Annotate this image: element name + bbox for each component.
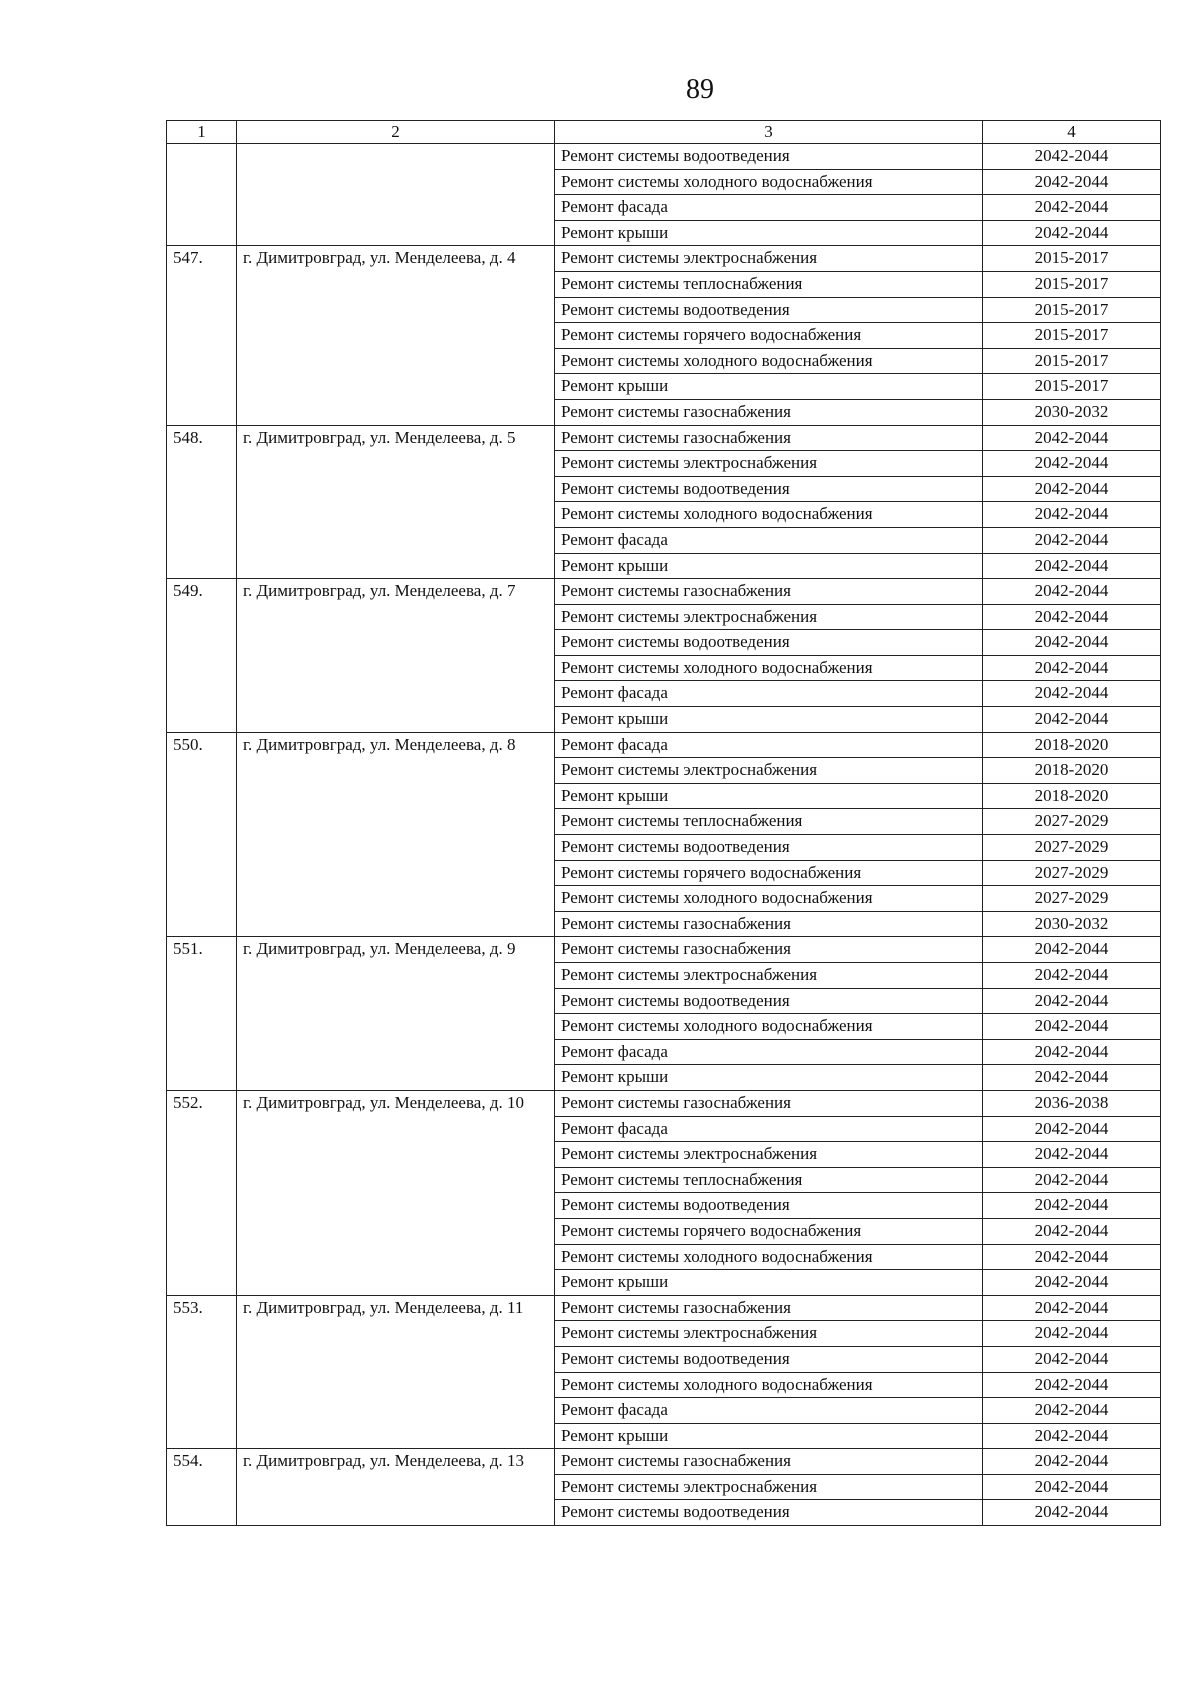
work-period: 2042-2044 [983, 681, 1161, 707]
work-type: Ремонт системы холодного водоснабжения [555, 886, 983, 912]
object-number: 549. [167, 579, 237, 733]
object-number: 547. [167, 246, 237, 425]
work-period: 2042-2044 [983, 988, 1161, 1014]
work-period: 2042-2044 [983, 1218, 1161, 1244]
work-type: Ремонт системы газоснабжения [555, 1090, 983, 1116]
work-period: 2027-2029 [983, 860, 1161, 886]
object-address: г. Димитровград, ул. Менделеева, д. 9 [237, 937, 555, 1091]
work-period: 2042-2044 [983, 1346, 1161, 1372]
work-period: 2015-2017 [983, 246, 1161, 272]
work-period: 2030-2032 [983, 911, 1161, 937]
work-type: Ремонт фасада [555, 681, 983, 707]
work-type: Ремонт системы электроснабжения [555, 963, 983, 989]
work-type: Ремонт крыши [555, 783, 983, 809]
work-period: 2042-2044 [983, 1142, 1161, 1168]
table-row [167, 1295, 1161, 1321]
work-period: 2042-2044 [983, 579, 1161, 605]
work-type: Ремонт крыши [555, 1423, 983, 1449]
table-row [167, 937, 1161, 963]
work-type: Ремонт системы водоотведения [555, 1500, 983, 1526]
work-type: Ремонт системы горячего водоснабжения [555, 1218, 983, 1244]
work-type: Ремонт крыши [555, 553, 983, 579]
table-row [167, 579, 1161, 605]
work-type: Ремонт крыши [555, 707, 983, 733]
header-col-1: 1 [167, 121, 237, 144]
work-period: 2015-2017 [983, 297, 1161, 323]
object-number: 550. [167, 732, 237, 937]
work-type: Ремонт системы электроснабжения [555, 1474, 983, 1500]
work-type: Ремонт системы электроснабжения [555, 246, 983, 272]
table-row [167, 1090, 1161, 1116]
header-col-4: 4 [983, 121, 1161, 144]
work-type: Ремонт системы холодного водоснабжения [555, 1372, 983, 1398]
work-type: Ремонт системы теплоснабжения [555, 271, 983, 297]
header-col-3: 3 [555, 121, 983, 144]
work-type: Ремонт системы водоотведения [555, 988, 983, 1014]
work-period: 2042-2044 [983, 1321, 1161, 1347]
work-type: Ремонт фасада [555, 1039, 983, 1065]
object-number: 551. [167, 937, 237, 1091]
work-period: 2042-2044 [983, 144, 1161, 170]
work-period: 2042-2044 [983, 1398, 1161, 1424]
work-period: 2042-2044 [983, 1270, 1161, 1296]
work-type: Ремонт фасада [555, 527, 983, 553]
work-type: Ремонт системы холодного водоснабжения [555, 169, 983, 195]
header-col-2: 2 [237, 121, 555, 144]
object-number: 548. [167, 425, 237, 579]
object-number: 553. [167, 1295, 237, 1449]
work-period: 2042-2044 [983, 1065, 1161, 1091]
object-number [167, 144, 237, 246]
work-period: 2015-2017 [983, 374, 1161, 400]
work-period: 2036-2038 [983, 1090, 1161, 1116]
work-type: Ремонт крыши [555, 374, 983, 400]
work-type: Ремонт фасада [555, 1116, 983, 1142]
work-period: 2042-2044 [983, 502, 1161, 528]
table-row [167, 144, 1161, 170]
work-type: Ремонт системы газоснабжения [555, 911, 983, 937]
object-address: г. Димитровград, ул. Менделеева, д. 10 [237, 1090, 555, 1295]
work-type: Ремонт фасада [555, 1398, 983, 1424]
work-type: Ремонт системы теплоснабжения [555, 1167, 983, 1193]
work-period: 2042-2044 [983, 1449, 1161, 1475]
work-period: 2042-2044 [983, 169, 1161, 195]
work-period: 2042-2044 [983, 1423, 1161, 1449]
work-period: 2042-2044 [983, 655, 1161, 681]
work-period: 2042-2044 [983, 630, 1161, 656]
work-type: Ремонт системы водоотведения [555, 297, 983, 323]
work-type: Ремонт системы электроснабжения [555, 1321, 983, 1347]
work-period: 2042-2044 [983, 1372, 1161, 1398]
work-period: 2042-2044 [983, 195, 1161, 221]
work-period: 2042-2044 [983, 425, 1161, 451]
work-period: 2018-2020 [983, 783, 1161, 809]
work-type: Ремонт системы холодного водоснабжения [555, 1014, 983, 1040]
table-row [167, 732, 1161, 758]
work-type: Ремонт системы газоснабжения [555, 937, 983, 963]
repair-schedule-table [166, 120, 1161, 1526]
work-type: Ремонт системы холодного водоснабжения [555, 655, 983, 681]
work-type: Ремонт фасада [555, 195, 983, 221]
work-period: 2027-2029 [983, 835, 1161, 861]
object-address: г. Димитровград, ул. Менделеева, д. 7 [237, 579, 555, 733]
work-period: 2042-2044 [983, 451, 1161, 477]
work-period: 2015-2017 [983, 271, 1161, 297]
object-address [237, 144, 555, 246]
work-period: 2018-2020 [983, 732, 1161, 758]
object-address: г. Димитровград, ул. Менделеева, д. 8 [237, 732, 555, 937]
table-body [167, 144, 1161, 1526]
work-period: 2027-2029 [983, 886, 1161, 912]
work-type: Ремонт системы газоснабжения [555, 1295, 983, 1321]
work-type: Ремонт системы газоснабжения [555, 1449, 983, 1475]
work-period: 2042-2044 [983, 1014, 1161, 1040]
work-type: Ремонт системы горячего водоснабжения [555, 323, 983, 349]
work-period: 2042-2044 [983, 553, 1161, 579]
work-period: 2042-2044 [983, 707, 1161, 733]
work-period: 2042-2044 [983, 604, 1161, 630]
work-period: 2030-2032 [983, 399, 1161, 425]
table-row [167, 1449, 1161, 1475]
work-period: 2042-2044 [983, 527, 1161, 553]
work-period: 2042-2044 [983, 1295, 1161, 1321]
object-number: 552. [167, 1090, 237, 1295]
work-period: 2018-2020 [983, 758, 1161, 784]
work-period: 2042-2044 [983, 220, 1161, 246]
object-address: г. Димитровград, ул. Менделеева, д. 5 [237, 425, 555, 579]
work-type: Ремонт системы холодного водоснабжения [555, 1244, 983, 1270]
object-address: г. Димитровград, ул. Менделеева, д. 4 [237, 246, 555, 425]
table-header [167, 121, 1161, 144]
work-period: 2042-2044 [983, 937, 1161, 963]
table-row [167, 246, 1161, 272]
table-row [167, 425, 1161, 451]
work-type: Ремонт фасада [555, 732, 983, 758]
page-number: 89 [686, 74, 714, 105]
work-period: 2042-2044 [983, 476, 1161, 502]
work-type: Ремонт системы теплоснабжения [555, 809, 983, 835]
work-period: 2042-2044 [983, 1244, 1161, 1270]
work-period: 2015-2017 [983, 348, 1161, 374]
work-type: Ремонт крыши [555, 1065, 983, 1091]
work-type: Ремонт системы холодного водоснабжения [555, 502, 983, 528]
work-type: Ремонт системы горячего водоснабжения [555, 860, 983, 886]
work-type: Ремонт системы электроснабжения [555, 604, 983, 630]
work-period: 2042-2044 [983, 963, 1161, 989]
work-type: Ремонт системы электроснабжения [555, 451, 983, 477]
work-period: 2015-2017 [983, 323, 1161, 349]
work-type: Ремонт крыши [555, 1270, 983, 1296]
work-period: 2042-2044 [983, 1039, 1161, 1065]
work-period: 2042-2044 [983, 1167, 1161, 1193]
work-type: Ремонт системы электроснабжения [555, 1142, 983, 1168]
object-address: г. Димитровград, ул. Менделеева, д. 13 [237, 1449, 555, 1526]
work-type: Ремонт системы холодного водоснабжения [555, 348, 983, 374]
work-type: Ремонт системы водоотведения [555, 476, 983, 502]
work-period: 2042-2044 [983, 1474, 1161, 1500]
work-period: 2042-2044 [983, 1500, 1161, 1526]
work-type: Ремонт системы водоотведения [555, 835, 983, 861]
work-period: 2042-2044 [983, 1193, 1161, 1219]
work-type: Ремонт системы водоотведения [555, 1346, 983, 1372]
work-type: Ремонт системы водоотведения [555, 144, 983, 170]
object-address: г. Димитровград, ул. Менделеева, д. 11 [237, 1295, 555, 1449]
work-type: Ремонт крыши [555, 220, 983, 246]
work-period: 2042-2044 [983, 1116, 1161, 1142]
work-type: Ремонт системы водоотведения [555, 630, 983, 656]
work-type: Ремонт системы водоотведения [555, 1193, 983, 1219]
work-type: Ремонт системы газоснабжения [555, 399, 983, 425]
header-row [167, 121, 1161, 144]
work-type: Ремонт системы газоснабжения [555, 579, 983, 605]
work-type: Ремонт системы газоснабжения [555, 425, 983, 451]
object-number: 554. [167, 1449, 237, 1526]
work-type: Ремонт системы электроснабжения [555, 758, 983, 784]
work-period: 2027-2029 [983, 809, 1161, 835]
